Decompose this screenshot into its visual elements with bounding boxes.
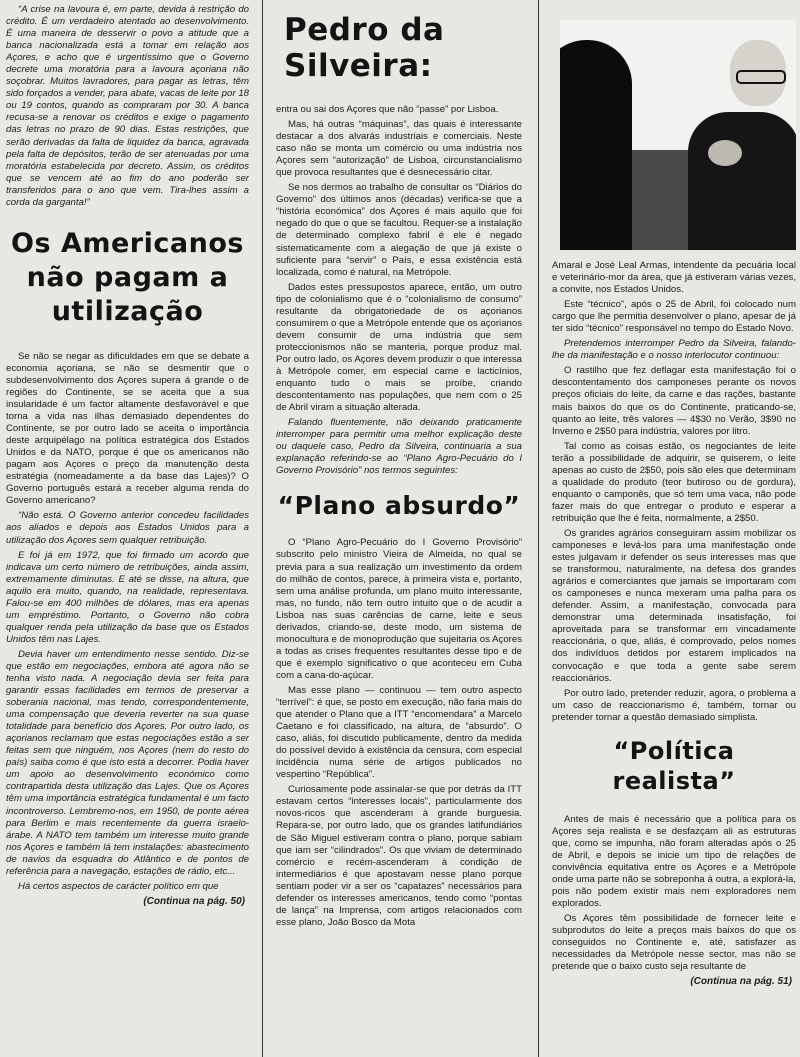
column-2 bbox=[276, 0, 522, 1057]
col2-paragraph-2: Mas, há outras “máquinas”, das quais é interessante destacar a dos alvarás industriais e comerciais. Neste caso não se monta um comércio ou uma indústria nos Açores sem “autorização” de Lisboa, circunstancialismo que provoca resultantes que é desnecessário citar. bbox=[276, 119, 522, 179]
intro-quote: “A crise na lavoura é, em parte, devida à restrição do crédito. É um verdadeiro atentado ao desenvolvimento. É uma maneira de desservir o povo a atitude que a banca nacionalizada está a tomar em relação aos Açores, e acho que é urgentíssimo que o Governo decrete uma moratória para a lavoura açoriana não soçobrar. Muitos lavradores, para pagar as letras, têm sido forçados a vender, para abate, vacas de leite por 18 ou 19 contos, quando as compraram por 30. A banca recusa-se a renovar os créditos e exige o pagamento das letras no prazo de 90 dias. Estas restrições, que serão derivadas da falta de liquidez da banca, agravada pela falta de depósitos, terão de ser atenuadas por uma moratória estabelecida por decreto. Assim, os créditos que se vencem até ao fim do ano poderão ser transferidos para o ano que vem. Tira-lhes assim a corda da garganta!” bbox=[6, 4, 249, 208]
column-rule-right bbox=[538, 0, 539, 1057]
col3-paragraph-6: Os grandes agrários conseguiram assim mobilizar os camponeses e levá-los para uma manifestação onde estes julgavam ir defender os seus interesses mas que se transformou, naturalmente, na defesa dos grandes agrários e comerciantes que jamais se importaram com os camponeses e nunca mexeram uma palha para os defender. Assim, a manifestação, convocada para demonstrar uma determinada insatisfação, foi aproveitada para se transformar em vincadamente reaccionária, o que, aliás, é comprovado, pelos nomes dos indivíduos detidos por estarem implicados na convocação e que toda a gente sabe serem reaccionários. bbox=[552, 527, 796, 684]
col2-paragraph-8: Curiosamente pode assinalar-se que por detrás da ITT estavam certos “interesses locais”, particularmente dos novos-ricos que ascenderam à grande burguesia. Repara-se, por outro lado, que os grandes latifundiários de São Miguel estiveram contra o plano, porque sabiam que iam ser “cilindrados”. Os que viviam de determinado comércio e recém-ascenderam à condição de intermediários é que apostavam nesse plano porque sentiam poder vir a ser os “capatazes” necessários para defender os interesses americanos, tendo como “pontas de lança” na Imprensa, com artigos relacionados com esse plano, João Bosco da Mota bbox=[276, 784, 522, 928]
col3-paragraph-4: O rastilho que fez deflagar esta manifestação foi o descontentamento dos camponeses perante os novos preços oficiais do leite, da carne e das rações, bastante mais baixos do que os do Continente, praticando-se, quanto ao leite, três valores — 4$30 no Verão, 3$90 no Inverno e 2$50 para indústria, valores por litro. bbox=[552, 365, 796, 437]
headline-pedro-da-silveira: Pedro da Silveira: bbox=[284, 12, 445, 84]
column-rule-left bbox=[262, 0, 263, 1057]
col1-paragraph-1: Se não se negar as dificuldades em que se debate a economia açoriana, se não se desmentir que o subdesenvolvimento dos Açores supera á grande o de regiões do Continente, se se aceita que a sua insularidade é um factor altamente desfavorável e que torna a vida nas ilhas demasiado dependentes do Continente, se por outro lado se aceita o importância deste arquipélago na política estratégica dos Estados Unidos e da NATO, porque é que os americanos não pagam aos Açores o preço da manutenção desta estratégia (nomeadamente a da base das Lajes)? O Governo português estará a receber alguma renda do Governo americano? bbox=[6, 350, 249, 507]
continuation-note-col3: (Continua na pág. 51) bbox=[690, 976, 792, 988]
col1-paragraph-3: E foi já em 1972, que foi firmado um acordo que indicava um certo número de retribuições, ainda assim, extremamente diminutas. E até se disse, na altura, que aquilo era muito, quando, na realidade, representava. Falou-se em 400 milhões de dólares, mas era apenas um empréstimo. Portanto, o Governo não cobra qualquer renda pela utilização da base que os Estados Unidos têm nas Lajes. bbox=[6, 549, 249, 645]
col2-paragraph-6: O “Plano Agro-Pecuário do I Governo Provisório” subscrito pelo ministro Vieira de Almeida, no qual se previa para a sua realização um investimento da ordem do milhão de contos, parece, à primeira vista e, portanto, sem uma análise profunda, um plano muito interessante, mas, no fundo, não tem outro intuito que o de acudir a Lisboa nas suas carências de carne, leite e seus derivados, criando-se, deste modo, um sistema de monocultura e de monoprodução que sujeitaria os Açores a todas as crises frequentes resultantes desse tipo e de que é exemplo significativo o que aconteceu em Cuba com a cana-do-açúcar. bbox=[276, 537, 522, 681]
column-1 bbox=[6, 0, 249, 1057]
col2-paragraph-1: entra ou sai dos Açores que não “passe” por Lisboa. bbox=[276, 104, 499, 115]
col2-paragraph-5: Falando fluentemente, não deixando praticamente interromper para permitir uma melhor explicação deste ou daquele caso, Pedro da Silveira, continuaria a sua explanação referindo-se ao “Plano Agro-Pecuário do I Governo Provisório” nos termos seguintes: bbox=[276, 417, 522, 477]
headline-americanos: Os Americanos não pagam a utilização bbox=[11, 227, 244, 327]
subhead-plano-absurdo: “Plano absurdo” bbox=[277, 491, 521, 521]
col1-paragraph-5: Há certos aspectos de carácter político em que bbox=[18, 880, 219, 892]
col1-paragraph-2: “Não está. O Governo anterior concedeu facilidades aos aliados e depois aos Estados Unidos para a utilização dos Açores sem qualquer retribuição. bbox=[6, 510, 249, 546]
col3-paragraph-3: Pretendemos interromper Pedro da Silveira, falando-lhe da manifestação e o nosso interlocutor continuou: bbox=[552, 338, 796, 362]
col2-paragraph-3: Se nos dermos ao trabalho de consultar os “Diários do Governo” dos últimos anos (décadas) verifica-se que a “história económica” dos Açores é mais aquilo que foi negado do que o que se facultou. Requer-se a instalação de determinado complexo fabril é ele é negado sistematicamente com a alegação de que já existe o suficiente para “servir” o País, e essa existência está localizada, como é natural, na Metrópole. bbox=[276, 182, 522, 278]
col1-paragraph-4: Devia haver um entendimento nesse sentido. Diz-se que estão em negociações, embora até agora não se tenha visto nada. A negociação devia ser feita para garantir essas facilidades em termos de preservar a soberania nacional, mas tendo, correspondentemente, uma compensação que deveria reverter na sua quase totalidade para benefício dos Açores. Por outro lado, os açorianos reclamam que estas negociações estão a ser feitas sem que ninguém, nos Açores (nem do resto do país) saiba como é que isto está a decorrer. Podia haver um apoio ao desenvolvimento económico como contrapartida desta utilização das Lajes. Que os Açores têm uma importância estratégica fundamental é um facto incontroverso. Lembremo-nos, em 1950, de ponte aérea para Berlim e mais recentemente da guerra israelo-árabe. A NATO tem também um interesse muito grande nos Açores e também lá tem instalações: abastecimento de navios da esquadra do Atlântico e de pontos de referência para a navegação, estações de rádio, etc... bbox=[6, 648, 249, 877]
col3-paragraph-5: Tal como as coisas estão, os negociantes de leite terão a possibilidade de adquirir, se quiserem, o leite apenas ao custo de 2$50, pois são eles que determinam a qualidade do produto (teor butiroso ou de gordura), enquanto o camponês, que só tem uma vaca, não pode fazer mais do que entregar o produto e esperar a retribuição que lhe é feita, normalmente, a 2$50. bbox=[552, 440, 796, 524]
col3-paragraph-1: Amaral e José Leal Armas, intendente da pecuária local e veterinário-mor da área, que já estiveram várias vezes, a convite, nos Estados Unidos. bbox=[552, 260, 796, 296]
subhead-politica-realista: “Política realista” bbox=[612, 736, 736, 795]
col3-paragraph-7: Por outro lado, pretender reduzir, agora, o problema a um caso de reaccionarismo é, também, tornar ou pretender tornar a questão demasiado simplista. bbox=[552, 687, 796, 723]
interview-photo bbox=[560, 20, 796, 250]
col2-paragraph-7: Mas esse plano — continuou — tem outro aspecto “terrível”: é que, se posto em execução, não faria mais do que atender o Plano que a ITT “encomendara” a Marcelo Caetano e foi classificado, na altura, de “absurdo”. O caso, aliás, foi discutido publicamente, dentro da medida do possível devido à existência da censura, com especial incidência numa série de artigos publicados no vespertino “República”. bbox=[276, 684, 522, 781]
column-3 bbox=[552, 0, 796, 1057]
col3-paragraph-8: Antes de mais é necessário que a política para os Açores seja realista e se desfazçam ali as estruturas que, como se impunha, não foram alteradas após o 25 de Abril, e depois se inicie um tipo de relações de convivência equitativa entre os Açores e a Metrópole onde uma parte não se sobreponha à outra, a explorá-la, pois não podem existir mais nem exploradores nem explorados. bbox=[552, 813, 796, 910]
continuation-note-col1: (Continua na pág. 50) bbox=[143, 895, 245, 907]
col3-paragraph-2: Este “técnico”, após o 25 de Abril, foi colocado num cargo que lhe permitia desenvolver o plano, apesar de já ter sido “técnico” responsável no tempo do Estado Novo. bbox=[552, 299, 796, 335]
col3-paragraph-9: Os Açores têm possibilidade de fornecer leite e subprodutos do leite a preços mais baixos do que os conseguidos no Continente e, até, satisfazer as necessidades da Metrópole nesse sector, mas não se pretende que o baixo custo seja resultante de bbox=[552, 913, 796, 973]
col2-paragraph-4: Dados estes pressupostos aparece, então, um outro tipo de colonialismo que é o “colonialismo de consumo” resultante da obrigatoriedade de os açorianos consumirem o que a Metrópole entende que os açorianos devem consumir de uma indústria que sem proteccionismos não se manteria, porque produz mal. Por outro lado, os Açores devem produzir o que interessa à Metrópole comer, em especial carne e lacticínios, enquanto tudo o mais se proíbe, criando descontentamento nas populações, que nem com o 25 de Abril viram a situação alterada. bbox=[276, 281, 522, 414]
